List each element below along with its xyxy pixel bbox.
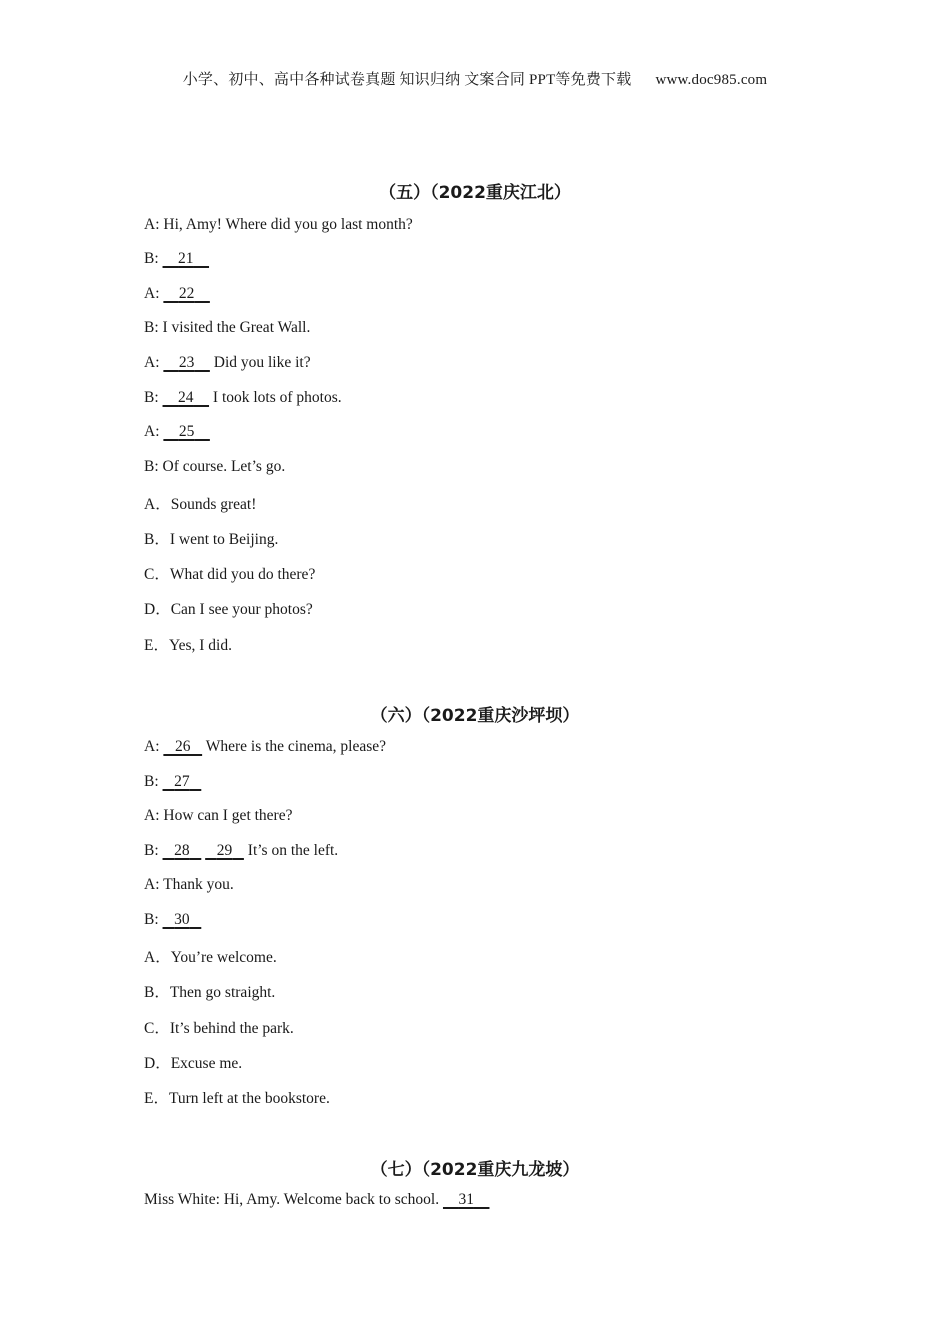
dialogue-line	[144, 319, 310, 337]
blank-number: 26	[175, 738, 191, 755]
dialogue-line	[144, 250, 209, 268]
line-text: A: Hi, Amy! Where did you go last month?	[144, 216, 413, 233]
dialogue-line	[144, 842, 338, 860]
dialogue-line	[144, 389, 342, 407]
line-text-post: Where is the cinema, please?	[202, 738, 387, 755]
dialogue-line	[144, 597, 313, 619]
blank-number: 24	[178, 389, 194, 406]
line-text: E．Yes, I did.	[144, 637, 232, 654]
dialogue-line	[144, 285, 210, 303]
section-6-title: （六）（2022重庆沙坪坝）	[370, 706, 580, 726]
dialogue-line	[144, 562, 315, 584]
line-text: D．Excuse me.	[144, 1055, 243, 1072]
line-text: B:	[144, 389, 163, 406]
line-text: A:	[144, 738, 164, 755]
dialogue-line	[144, 354, 311, 372]
answer-blank	[163, 354, 210, 371]
dialogue-line	[144, 1016, 294, 1038]
dialogue-line	[144, 633, 232, 655]
answer-blank	[163, 738, 202, 755]
line-text: B:	[144, 773, 163, 790]
blank-number: 23	[178, 354, 195, 371]
line-text: E．Turn left at the bookstore.	[144, 1090, 330, 1107]
line-text: A:	[144, 354, 164, 371]
blank-number: 21	[178, 250, 194, 267]
line-text: B．I went to Beijing.	[144, 531, 279, 548]
line-text: B: Of course. Let’s go.	[144, 458, 286, 475]
dialogue-line	[144, 1191, 489, 1209]
page-header	[0, 68, 950, 89]
dialogue-line	[144, 876, 234, 894]
line-text: C．It’s behind the park.	[144, 1020, 294, 1037]
answer-blank	[163, 911, 202, 928]
dialogue-line	[144, 773, 201, 791]
answer-blank	[443, 1191, 490, 1208]
line-text: B:	[144, 911, 163, 928]
answer-blank	[163, 842, 202, 859]
line-text: B:	[144, 250, 163, 267]
line-text: Miss White: Hi, Amy. Welcome back to school.	[144, 1191, 443, 1208]
section-5-title: （五）（2022重庆江北）	[379, 183, 571, 203]
dialogue-line	[144, 492, 256, 514]
line-text: B:	[144, 842, 163, 859]
answer-blank	[205, 842, 244, 859]
answer-blank	[163, 250, 210, 267]
dialogue-line	[144, 423, 210, 441]
dialogue-line	[144, 1086, 330, 1108]
dialogue-line	[144, 458, 285, 476]
line-text: A:	[144, 423, 164, 440]
line-text: A: Thank you.	[144, 876, 234, 893]
header-site: www.doc985.com	[655, 72, 768, 88]
line-text-post: I took lots of photos.	[209, 389, 342, 406]
dialogue-line	[144, 807, 292, 825]
dialogue-line	[144, 527, 278, 549]
line-text-post: Did you like it?	[209, 354, 311, 371]
blank-number: 22	[178, 285, 195, 302]
blank-number: 27	[174, 773, 190, 790]
answer-blank	[163, 389, 210, 406]
line-text: B．Then go straight.	[144, 984, 276, 1001]
section-7-title: （七）（2022重庆九龙坡）	[370, 1160, 580, 1180]
line-text: A:	[144, 285, 164, 302]
blank-number: 29	[216, 842, 233, 859]
blank-number: 25	[178, 423, 195, 440]
dialogue-line	[144, 911, 201, 929]
line-text: A．Sounds great!	[144, 496, 257, 513]
line-text: D．Can I see your photos?	[144, 601, 313, 618]
answer-blank	[163, 285, 210, 302]
blank-number: 31	[458, 1191, 474, 1208]
dialogue-line	[144, 738, 386, 756]
dialogue-line	[144, 980, 275, 1002]
header-text: 小学、初中、高中各种试卷真题 知识归纳 文案合同 PPT等免费下载	[182, 72, 632, 88]
line-text-post: It’s on the left.	[243, 842, 339, 859]
line-text: C．What did you do there?	[144, 566, 316, 583]
line-text: A．You’re welcome.	[144, 949, 277, 966]
dialogue-line	[144, 945, 277, 967]
line-text: A: How can I get there?	[144, 807, 293, 824]
answer-blank	[163, 423, 210, 440]
line-text: B: I visited the Great Wall.	[144, 319, 311, 336]
blank-number: 28	[174, 842, 190, 859]
dialogue-line	[144, 216, 413, 234]
blank-number: 30	[174, 911, 190, 928]
dialogue-line	[144, 1051, 242, 1073]
answer-blank	[163, 773, 202, 790]
